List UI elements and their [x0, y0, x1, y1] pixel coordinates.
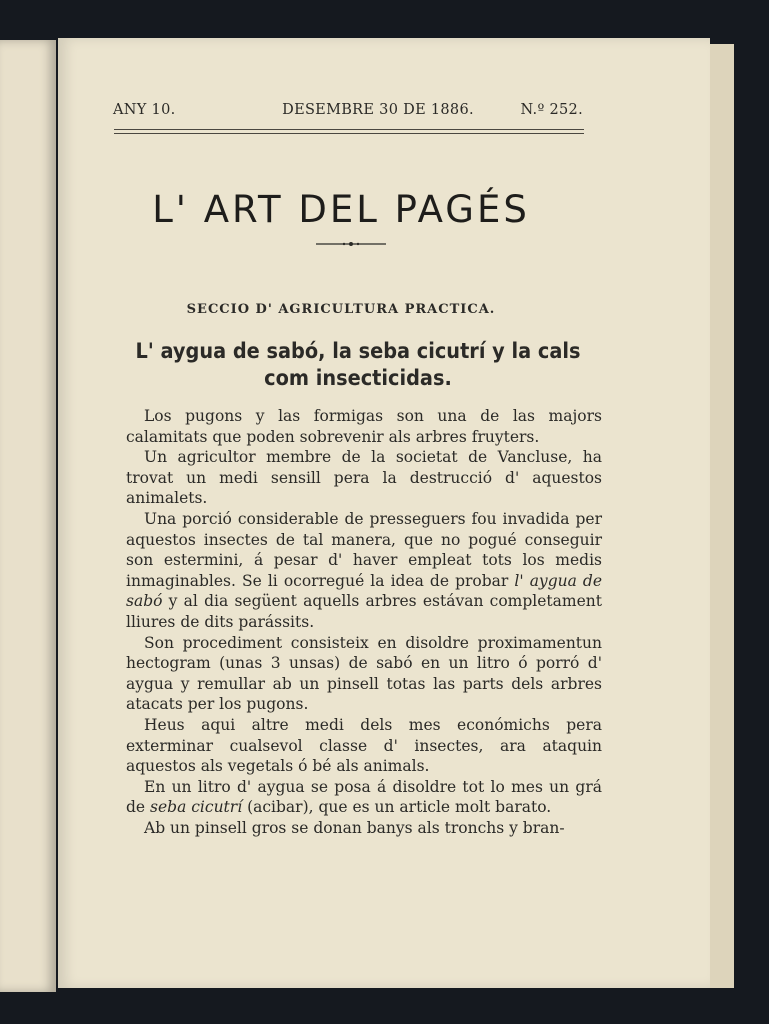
- article-title-line-1: L' aygua de sabó, la seba cicutrí y la cals: [135, 339, 581, 363]
- running-header: [113, 102, 583, 118]
- paragraph-2: Un agricultor membre de la societat de Vancluse, ha trovat un medi sensill pera la destrucció d' aquestos animalets.: [126, 448, 602, 508]
- volume-label: ANY 10.: [113, 102, 176, 118]
- ornament-divider: [316, 241, 386, 247]
- journal-page: [58, 38, 710, 988]
- paragraph-1: Los pugons y las formigas son una de las majors calamitats que poden sobrevenir als arbres fruyters.: [126, 407, 602, 446]
- paragraph-7: Ab un pinsell gros se donan banys als tronchs y bran-: [144, 818, 565, 837]
- masthead-title: L' ART DEL PAGÉS: [152, 188, 530, 231]
- paragraph-6-text-b: (acibar), que es un article molt barato.: [242, 798, 552, 817]
- left-page-edge: [0, 40, 56, 992]
- paragraph-6-emphasis: seba cicutrí: [150, 798, 243, 817]
- paragraph-6: [126, 777, 602, 818]
- article-title-line-2: com insecticidas.: [264, 366, 452, 390]
- header-rule: [114, 129, 584, 134]
- article-body: [126, 406, 602, 838]
- issue-date: DESEMBRE 30 DE 1886.: [282, 102, 474, 118]
- paragraph-3: [126, 509, 602, 633]
- article-title: [110, 338, 607, 392]
- paragraph-3-emphasis: l' aygua de sabó: [126, 571, 602, 611]
- paragraph-3-text-b: y al dia següent aquells arbres estávan completament lliures de dits parássits.: [126, 592, 602, 631]
- paragraph-5: Heus aqui altre medi dels mes económichs pera exterminar cualsevol classe d' insectes, ara ataquin aquestos als vegetals ó bé als animals.: [126, 715, 602, 776]
- paragraph-4: Son procediment consisteix en disoldre proximamentun hectogram (unas 3 unsas) de sabó en un litro ó porró d' aygua y remullar ab un pinsell totas las parts dels arbres atacats per los pugons.: [126, 633, 602, 714]
- issue-number: N.º 252.: [520, 102, 583, 118]
- paragraph-3-text-a: Una porció considerable de presseguers fou invadida per aquestos insectes de tal manera, que no pogué conseguir son estermini, á pesar d' haver empleat tots los medis inmaginables. Se li ocorregué la idea de probar: [126, 509, 602, 590]
- section-heading: SECCIO D' AGRICULTURA PRACTICA.: [186, 302, 496, 317]
- paragraph-6-text-a: En un litro d' aygua se posa á disoldre tot lo mes un grá de: [126, 777, 602, 817]
